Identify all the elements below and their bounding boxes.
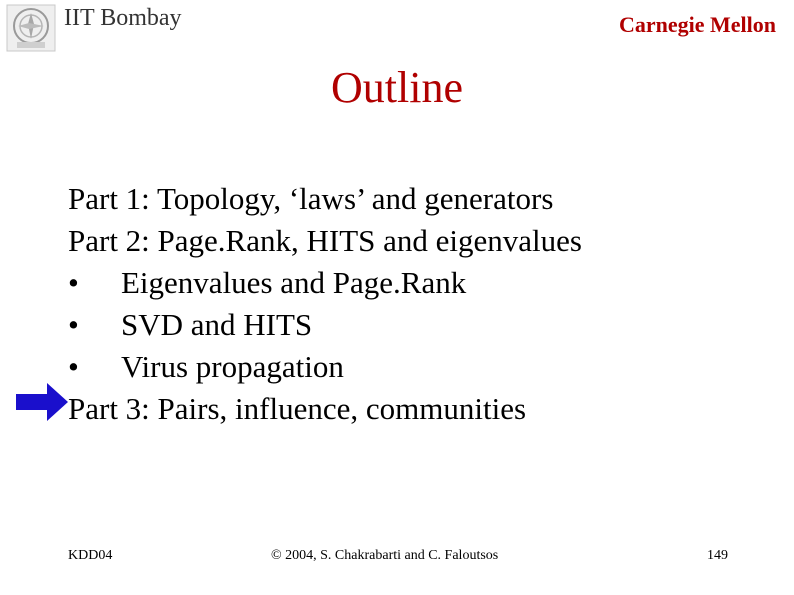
outline-bullet-virus-current [68, 346, 768, 388]
bullet-text: Virus propagation [121, 349, 344, 384]
outline-part-2-text: Part 2: Page.Rank, HITS and eigenvalues [68, 223, 582, 258]
footer-page-number: 149 [707, 548, 728, 563]
bullet-marker: • [68, 349, 79, 384]
outline-part-1-text: Part 1: Topology, ‘laws’ and generators [68, 181, 554, 216]
outline-part-3-text: Part 3: Pairs, influence, communities [68, 391, 527, 426]
bullet-text: SVD and HITS [121, 307, 313, 342]
bullet-marker: • [68, 265, 79, 300]
outline-list [68, 178, 768, 430]
footer-conference: KDD04 [68, 548, 113, 563]
outline-part-1 [68, 178, 768, 220]
header-left-org: IIT Bombay [64, 5, 182, 31]
bullet-text: Eigenvalues and Page.Rank [121, 265, 467, 300]
outline-part-3 [68, 388, 768, 430]
header-right-org: Carnegie Mellon [618, 12, 776, 37]
outline-bullet-svd [68, 304, 768, 346]
bullet-marker: • [68, 307, 79, 342]
right-arrow-icon [16, 383, 68, 421]
iit-bombay-seal-icon [6, 4, 56, 52]
outline-part-2 [68, 220, 768, 262]
slide-title: Outline [331, 63, 463, 112]
outline-bullet-eigenvalues [68, 262, 768, 304]
footer-copyright: © 2004, S. Chakrabarti and C. Faloutsos [271, 548, 499, 563]
